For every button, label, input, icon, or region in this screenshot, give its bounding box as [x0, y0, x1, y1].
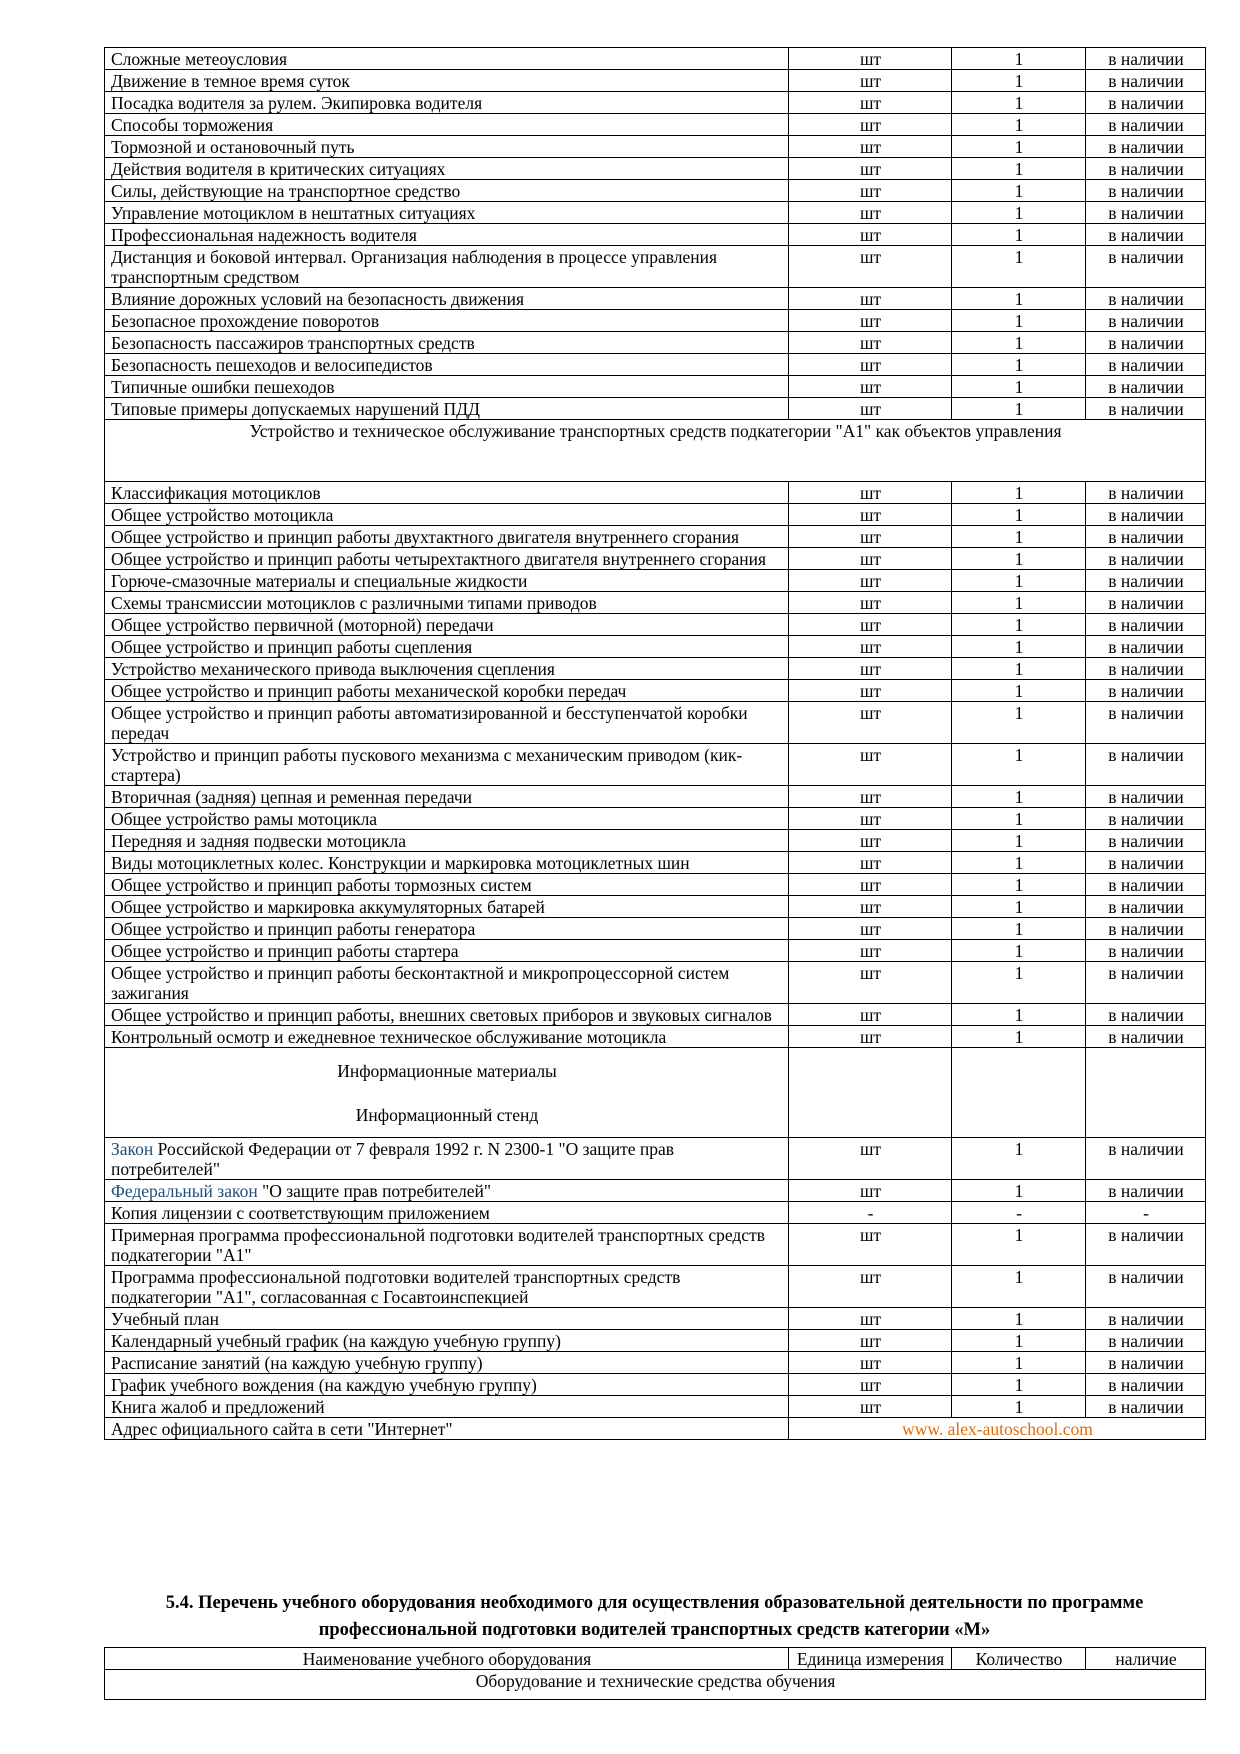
table-row [105, 1202, 1206, 1224]
item-unit: шт [789, 354, 952, 376]
item-availability: в наличии [1086, 398, 1206, 420]
section-header-row [105, 420, 1206, 482]
item-name: График учебного вождения (на каждую учебную группу) [105, 1374, 789, 1396]
website-label: Адрес официального сайта в сети "Интернет" [105, 1418, 789, 1440]
item-availability: в наличии [1086, 808, 1206, 830]
item-name: Силы, действующие на транспортное средство [105, 180, 789, 202]
table-row [105, 1004, 1206, 1026]
item-name: Передняя и задняя подвески мотоцикла [105, 830, 789, 852]
table-row [105, 70, 1206, 92]
table-row [105, 1352, 1206, 1374]
item-quantity: 1 [952, 398, 1086, 420]
item-name: Схемы трансмиссии мотоциклов с различными типами приводов [105, 592, 789, 614]
item-unit: шт [789, 202, 952, 224]
item-quantity: 1 [952, 288, 1086, 310]
item-quantity: 1 [952, 114, 1086, 136]
item-unit: шт [789, 224, 952, 246]
item-unit: шт [789, 246, 952, 288]
table-row [105, 310, 1206, 332]
item-quantity: 1 [952, 636, 1086, 658]
item-quantity: 1 [952, 376, 1086, 398]
item-unit: шт [789, 918, 952, 940]
item-availability: в наличии [1086, 1396, 1206, 1418]
item-availability: в наличии [1086, 548, 1206, 570]
item-availability: в наличии [1086, 180, 1206, 202]
table-row [105, 526, 1206, 548]
item-availability: в наличии [1086, 1374, 1206, 1396]
table-row [105, 136, 1206, 158]
item-unit: шт [789, 114, 952, 136]
item-name: Посадка водителя за рулем. Экипировка водителя [105, 92, 789, 114]
table-row [105, 398, 1206, 420]
item-unit: шт [789, 1180, 952, 1202]
header-avail: наличие [1086, 1648, 1206, 1670]
table-row [105, 1374, 1206, 1396]
item-unit: шт [789, 830, 952, 852]
item-name: Примерная программа профессиональной подготовки водителей транспортных средств подкатегории "A1" [105, 1224, 789, 1266]
item-quantity: 1 [952, 918, 1086, 940]
item-unit: шт [789, 1138, 952, 1180]
item-quantity: 1 [952, 962, 1086, 1004]
item-availability: в наличии [1086, 962, 1206, 1004]
item-name: Общее устройство и принцип работы бесконтактной и микропроцессорной систем зажигания [105, 962, 789, 1004]
table-row [105, 1266, 1206, 1308]
item-unit: шт [789, 1308, 952, 1330]
item-availability: в наличии [1086, 288, 1206, 310]
item-quantity: 1 [952, 1266, 1086, 1308]
item-quantity: 1 [952, 48, 1086, 70]
item-availability: в наличии [1086, 1224, 1206, 1266]
item-availability: в наличии [1086, 918, 1206, 940]
table-row [105, 658, 1206, 680]
table-row [105, 180, 1206, 202]
item-availability: в наличии [1086, 526, 1206, 548]
item-availability: в наличии [1086, 332, 1206, 354]
item-unit: шт [789, 92, 952, 114]
table-row [105, 614, 1206, 636]
table-row [105, 114, 1206, 136]
item-unit: шт [789, 548, 952, 570]
item-name: Общее устройство и маркировка аккумуляторных батарей [105, 896, 789, 918]
item-name: Календарный учебный график (на каждую учебную группу) [105, 1330, 789, 1352]
item-unit: шт [789, 1266, 952, 1308]
table-row [105, 158, 1206, 180]
item-quantity: 1 [952, 1330, 1086, 1352]
item-quantity: 1 [952, 1224, 1086, 1266]
table-row [105, 1180, 1206, 1202]
item-unit: шт [789, 482, 952, 504]
item-quantity: 1 [952, 1374, 1086, 1396]
item-name: Сложные метеоусловия [105, 48, 789, 70]
item-unit: шт [789, 70, 952, 92]
item-quantity: 1 [952, 592, 1086, 614]
header-qty: Количество [952, 1648, 1086, 1670]
item-quantity: 1 [952, 1180, 1086, 1202]
item-availability: в наличии [1086, 136, 1206, 158]
item-name: Действия водителя в критических ситуациях [105, 158, 789, 180]
item-name: Учебный план [105, 1308, 789, 1330]
item-availability: в наличии [1086, 1180, 1206, 1202]
item-unit: шт [789, 1026, 952, 1048]
rows-vehicle-design [105, 482, 1206, 1048]
item-name: Устройство механического привода выключения сцепления [105, 658, 789, 680]
table-row [105, 1026, 1206, 1048]
item-name [105, 1138, 789, 1180]
empty-cell [952, 1048, 1086, 1138]
item-availability: в наличии [1086, 1138, 1206, 1180]
item-availability: в наличии [1086, 744, 1206, 786]
item-unit: шт [789, 592, 952, 614]
website-row [105, 1418, 1206, 1440]
item-name: Безопасное прохождение поворотов [105, 310, 789, 332]
table-row [105, 1138, 1206, 1180]
item-availability: в наличии [1086, 1352, 1206, 1374]
table-row [105, 962, 1206, 1004]
info-title-cell [105, 1048, 789, 1138]
item-name: Профессиональная надежность водителя [105, 224, 789, 246]
item-quantity: 1 [952, 1026, 1086, 1048]
item-name: Безопасность пассажиров транспортных средств [105, 332, 789, 354]
item-unit: шт [789, 504, 952, 526]
item-availability: в наличии [1086, 310, 1206, 332]
item-quantity: 1 [952, 702, 1086, 744]
item-availability: в наличии [1086, 1308, 1206, 1330]
table-row [105, 224, 1206, 246]
item-unit: шт [789, 136, 952, 158]
table-row [105, 202, 1206, 224]
table-row [105, 786, 1206, 808]
table-row [105, 636, 1206, 658]
item-name: Управление мотоциклом в нештатных ситуациях [105, 202, 789, 224]
item-unit: шт [789, 398, 952, 420]
item-name: Горюче-смазочные материалы и специальные жидкости [105, 570, 789, 592]
header-unit: Единица измерения [789, 1648, 952, 1670]
item-unit: шт [789, 1224, 952, 1266]
table-row [105, 852, 1206, 874]
item-name: Дистанция и боковой интервал. Организация наблюдения в процессе управления транспортным средством [105, 246, 789, 288]
item-name: Движение в темное время суток [105, 70, 789, 92]
table-row [105, 1330, 1206, 1352]
table-row [105, 504, 1206, 526]
item-name: Общее устройство мотоцикла [105, 504, 789, 526]
item-unit: шт [789, 180, 952, 202]
item-name: Типичные ошибки пешеходов [105, 376, 789, 398]
item-name: Контрольный осмотр и ежедневное техническое обслуживание мотоцикла [105, 1026, 789, 1048]
item-availability: в наличии [1086, 592, 1206, 614]
item-name: Общее устройство и принцип работы автоматизированной и бесступенчатой коробки передач [105, 702, 789, 744]
item-quantity: 1 [952, 354, 1086, 376]
item-name: Общее устройство и принцип работы, внешних световых приборов и звуковых сигналов [105, 1004, 789, 1026]
table-row [105, 548, 1206, 570]
item-availability: в наличии [1086, 1266, 1206, 1308]
item-quantity: 1 [952, 310, 1086, 332]
item-unit: шт [789, 1004, 952, 1026]
item-unit: шт [789, 896, 952, 918]
item-unit: шт [789, 852, 952, 874]
subheading: Оборудование и технические средства обучения [105, 1670, 1206, 1700]
item-quantity: 1 [952, 548, 1086, 570]
item-quantity: 1 [952, 180, 1086, 202]
item-availability: в наличии [1086, 570, 1206, 592]
item-name: Безопасность пешеходов и велосипедистов [105, 354, 789, 376]
item-availability: в наличии [1086, 786, 1206, 808]
item-availability: в наличии [1086, 1026, 1206, 1048]
item-availability: в наличии [1086, 680, 1206, 702]
item-availability: в наличии [1086, 376, 1206, 398]
item-name [105, 1180, 789, 1202]
item-unit: шт [789, 636, 952, 658]
item-quantity: 1 [952, 202, 1086, 224]
item-quantity: 1 [952, 852, 1086, 874]
item-name: Общее устройство и принцип работы сцепления [105, 636, 789, 658]
item-availability: в наличии [1086, 614, 1206, 636]
item-quantity: 1 [952, 526, 1086, 548]
table-row [105, 354, 1206, 376]
item-availability: в наличии [1086, 202, 1206, 224]
item-unit: шт [789, 744, 952, 786]
item-quantity: 1 [952, 504, 1086, 526]
table-row [105, 896, 1206, 918]
item-unit: шт [789, 680, 952, 702]
item-name: Общее устройство и принцип работы двухтактного двигателя внутреннего сгорания [105, 526, 789, 548]
item-unit: шт [789, 614, 952, 636]
item-name: Книга жалоб и предложений [105, 1396, 789, 1418]
item-availability: - [1086, 1202, 1206, 1224]
item-name: Общее устройство и принцип работы тормозных систем [105, 874, 789, 896]
item-unit: шт [789, 310, 952, 332]
item-quantity: 1 [952, 658, 1086, 680]
empty-cell [789, 1048, 952, 1138]
section-5-4-heading: 5.4. Перечень учебного оборудования необходимого для осуществления образовательной деятельности по программе профессиональной подготовки водителей транспортных средств категории «М» [165, 1593, 1144, 1640]
law-link[interactable]: Федеральный закон [111, 1181, 258, 1201]
item-availability: в наличии [1086, 658, 1206, 680]
table-row [105, 92, 1206, 114]
table-row [105, 288, 1206, 310]
item-unit: шт [789, 940, 952, 962]
item-name: Копия лицензии с соответствующим приложением [105, 1202, 789, 1224]
table-row [105, 680, 1206, 702]
section-b [105, 420, 1206, 482]
header-name: Наименование учебного оборудования [105, 1648, 789, 1670]
item-availability: в наличии [1086, 874, 1206, 896]
item-name: Тормозной и остановочный путь [105, 136, 789, 158]
table-row [105, 808, 1206, 830]
item-quantity: 1 [952, 830, 1086, 852]
item-availability: в наличии [1086, 1004, 1206, 1026]
website-link[interactable]: www. alex-autoschool.com [789, 1418, 1206, 1440]
item-unit: шт [789, 526, 952, 548]
item-name: Классификация мотоциклов [105, 482, 789, 504]
table-row [105, 246, 1206, 288]
item-quantity: 1 [952, 614, 1086, 636]
item-availability: в наличии [1086, 114, 1206, 136]
item-availability: в наличии [1086, 224, 1206, 246]
rows-traffic-safety [105, 48, 1206, 420]
item-name: Устройство и принцип работы пускового механизма с механическим приводом (кик-стартера) [105, 744, 789, 786]
law-link[interactable]: Закон [111, 1139, 154, 1159]
info-materials-title: Информационные материалы [337, 1061, 557, 1081]
item-availability: в наличии [1086, 940, 1206, 962]
table-row [105, 1308, 1206, 1330]
item-availability: в наличии [1086, 852, 1206, 874]
item-quantity: 1 [952, 482, 1086, 504]
item-quantity: 1 [952, 1308, 1086, 1330]
item-unit: шт [789, 962, 952, 1004]
item-availability: в наличии [1086, 636, 1206, 658]
item-unit: шт [789, 1352, 952, 1374]
item-quantity: 1 [952, 808, 1086, 830]
website-section [105, 1418, 1206, 1440]
item-unit: шт [789, 1330, 952, 1352]
item-unit: шт [789, 874, 952, 896]
item-name: Расписание занятий (на каждую учебную группу) [105, 1352, 789, 1374]
item-unit: шт [789, 570, 952, 592]
info-section [105, 1048, 1206, 1138]
item-unit: шт [789, 786, 952, 808]
item-quantity: 1 [952, 1396, 1086, 1418]
item-quantity: 1 [952, 680, 1086, 702]
table-row [105, 592, 1206, 614]
item-availability: в наличии [1086, 1330, 1206, 1352]
table-row [105, 918, 1206, 940]
subheading-row [105, 1670, 1206, 1700]
item-quantity: 1 [952, 332, 1086, 354]
item-availability: в наличии [1086, 896, 1206, 918]
table-row [105, 376, 1206, 398]
item-unit: шт [789, 332, 952, 354]
item-quantity: 1 [952, 224, 1086, 246]
item-quantity: 1 [952, 92, 1086, 114]
header-row [105, 1648, 1206, 1670]
item-quantity: 1 [952, 1138, 1086, 1180]
item-availability: в наличии [1086, 504, 1206, 526]
item-unit: шт [789, 702, 952, 744]
item-availability: в наличии [1086, 482, 1206, 504]
item-quantity: 1 [952, 136, 1086, 158]
item-unit: шт [789, 376, 952, 398]
item-name: Общее устройство и принцип работы генератора [105, 918, 789, 940]
item-availability: в наличии [1086, 70, 1206, 92]
item-unit: шт [789, 288, 952, 310]
table-row [105, 48, 1206, 70]
item-availability: в наличии [1086, 354, 1206, 376]
item-availability: в наличии [1086, 158, 1206, 180]
table-row [105, 570, 1206, 592]
item-unit: шт [789, 158, 952, 180]
empty-cell [1086, 1048, 1206, 1138]
item-name-text: Российской Федерации от 7 февраля 1992 г. N 2300-1 "О защите прав потребителей" [111, 1139, 675, 1179]
item-quantity: 1 [952, 70, 1086, 92]
info-stand-title: Информационный стенд [355, 1105, 539, 1125]
table-row [105, 702, 1206, 744]
item-name: Способы торможения [105, 114, 789, 136]
item-unit: шт [789, 1374, 952, 1396]
item-name: Общее устройство и принцип работы механической коробки передач [105, 680, 789, 702]
table-row [105, 830, 1206, 852]
table-row [105, 332, 1206, 354]
table-row [105, 482, 1206, 504]
item-quantity: 1 [952, 940, 1086, 962]
item-quantity: 1 [952, 570, 1086, 592]
item-name: Вторичная (задняя) цепная и ременная передачи [105, 786, 789, 808]
item-name: Общее устройство первичной (моторной) передачи [105, 614, 789, 636]
item-quantity: - [952, 1202, 1086, 1224]
table-row [105, 1224, 1206, 1266]
item-availability: в наличии [1086, 830, 1206, 852]
item-unit: шт [789, 658, 952, 680]
item-name-text: "О защите прав потребителей" [257, 1181, 492, 1201]
table-row [105, 1396, 1206, 1418]
item-availability: в наличии [1086, 246, 1206, 288]
item-quantity: 1 [952, 246, 1086, 288]
item-name: Типовые примеры допускаемых нарушений ПДД [105, 398, 789, 420]
item-name: Общее устройство и принцип работы четырехтактного двигателя внутреннего сгорания [105, 548, 789, 570]
item-unit: шт [789, 808, 952, 830]
table-row [105, 874, 1206, 896]
item-name: Программа профессиональной подготовки водителей транспортных средств подкатегории "A1", согласованная с Госавтоинспекцией [105, 1266, 789, 1308]
item-quantity: 1 [952, 1352, 1086, 1374]
item-quantity: 1 [952, 158, 1086, 180]
item-name: Виды мотоциклетных колес. Конструкции и маркировка мотоциклетных шин [105, 852, 789, 874]
rows-information-stand [105, 1138, 1206, 1418]
item-unit: шт [789, 48, 952, 70]
item-quantity: 1 [952, 786, 1086, 808]
item-availability: в наличии [1086, 48, 1206, 70]
table-row [105, 940, 1206, 962]
equipment-table-a1 [104, 47, 1206, 1440]
item-quantity: 1 [952, 874, 1086, 896]
item-availability: в наличии [1086, 92, 1206, 114]
table-row [105, 744, 1206, 786]
section-title: Устройство и техническое обслуживание транспортных средств подкатегории "A1" как объектов управления [105, 420, 1206, 482]
item-name: Общее устройство рамы мотоцикла [105, 808, 789, 830]
item-unit: шт [789, 1396, 952, 1418]
equipment-table-m [104, 1647, 1206, 1700]
item-name: Общее устройство и принцип работы стартера [105, 940, 789, 962]
item-unit: - [789, 1202, 952, 1224]
item-availability: в наличии [1086, 702, 1206, 744]
item-quantity: 1 [952, 744, 1086, 786]
item-quantity: 1 [952, 1004, 1086, 1026]
item-name: Влияние дорожных условий на безопасность движения [105, 288, 789, 310]
info-header-row [105, 1048, 1206, 1138]
item-quantity: 1 [952, 896, 1086, 918]
